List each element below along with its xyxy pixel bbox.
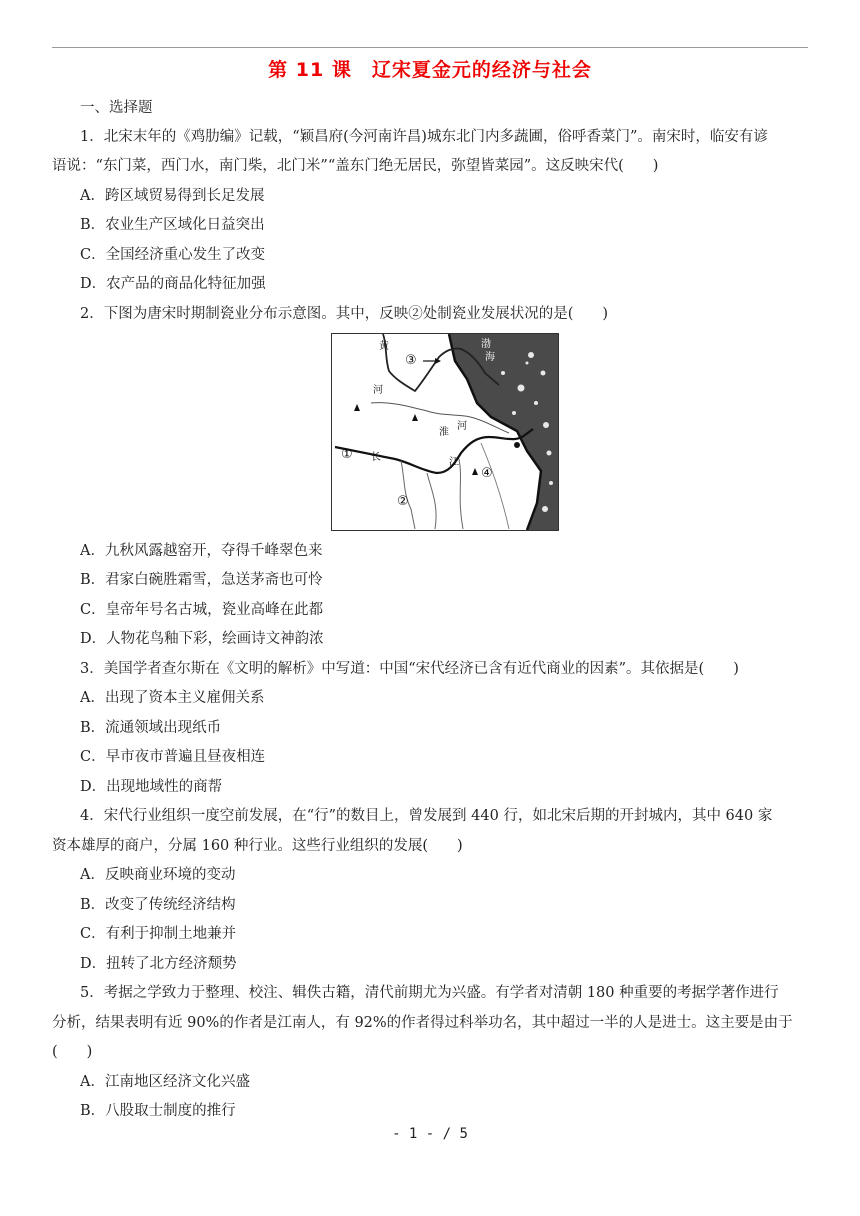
map-label-huang: 黄 — [379, 341, 389, 352]
q1-option-b: B．农业生产区域化日益突出 — [80, 217, 265, 233]
q4-option-b: B．改变了传统经济结构 — [80, 897, 236, 913]
q2-option-b: B．君家白碗胜霜雪，急送茅斋也可怜 — [80, 572, 323, 588]
q5-option-a: A．江南地区经济文化兴盛 — [80, 1074, 250, 1090]
q4-option-c: C．有利于抑制土地兼并 — [80, 926, 237, 942]
map-label-circle-3: ③ — [405, 353, 417, 368]
map-label-chang: 长 — [371, 452, 381, 463]
map-label-circle-1: ① — [341, 447, 353, 462]
q2-option-a: A．九秋风露越窑开，夺得千峰翠色来 — [80, 543, 323, 559]
map-label-jiang: 江 — [449, 457, 459, 468]
q3-option-c: C．早市夜市普遍且昼夜相连 — [80, 749, 266, 765]
map-label-huai: 淮 — [439, 427, 449, 438]
map-label-bo: 渤 — [481, 339, 491, 350]
question-1-line-1: 1．北宋末年的《鸡肋编》记载，“颖昌府(今河南许昌)城东北门内多蔬圃，俗呼香菜门”。南宋时，临安有谚 — [80, 129, 768, 145]
question-4-line-2: 资本雄厚的商户，分属 160 种行业。这些行业组织的发展( ) — [52, 838, 463, 854]
q3-option-b: B．流通领域出现纸币 — [80, 720, 222, 736]
map-label-circle-4: ④ — [481, 466, 493, 481]
map-label-hai: 海 — [485, 352, 495, 363]
question-5-line-3: ( ) — [52, 1044, 93, 1060]
q3-option-d: D．出现地域性的商帮 — [80, 779, 223, 795]
map-label-he-2: 河 — [457, 421, 467, 432]
q4-option-d: D．扭转了北方经济颓势 — [80, 956, 237, 972]
question-4-line-1: 4．宋代行业组织一度空前发展，在“行”的数目上，曾发展到 440 行，如北宋后期的开封城内，其中 640 家 — [80, 808, 773, 824]
question-5-line-1: 5．考据之学致力于整理、校注、辑佚古籍，清代前期尤为兴盛。有学者对清朝 180 种重要的考据学著作进行 — [80, 985, 779, 1001]
q1-option-d: D．农产品的商品化特征加强 — [80, 276, 266, 292]
q3-option-a: A．出现了资本主义雇佣关系 — [80, 690, 265, 706]
page-number: - 1 - / 5 — [392, 1126, 468, 1142]
question-3-line-1: 3．美国学者查尔斯在《文明的解析》中写道：中国“宋代经济已含有近代商业的因素”。其依据是( ) — [80, 661, 739, 677]
section-heading: 一、选择题 — [80, 100, 153, 116]
q2-option-c: C．皇帝年号名古城，瓷业高峰在此都 — [80, 602, 324, 618]
q2-option-d: D．人物花鸟釉下彩，绘画诗文神韵浓 — [80, 631, 324, 647]
question-2-line-1: 2．下图为唐宋时期制瓷业分布示意图。其中，反映②处制瓷业发展状况的是( ) — [80, 306, 609, 322]
question-1-line-2: 语说：“东门菜，西门水，南门柴，北门米”“盖东门绝无居民，弥望皆菜园”。这反映宋代( ) — [52, 158, 659, 174]
question-5-line-2: 分析，结果表明有近 90%的作者是江南人，有 92%的作者得过科举功名，其中超过一半的人是进士。这主要是由于 — [52, 1015, 793, 1031]
q4-option-a: A．反映商业环境的变动 — [80, 867, 236, 883]
header-rule — [52, 47, 808, 48]
page-title: 第 11 课 辽宋夏金元的经济与社会 — [268, 59, 592, 81]
porcelain-distribution-map — [331, 333, 559, 531]
map-label-he: 河 — [373, 385, 383, 396]
map-label-circle-2: ② — [397, 494, 409, 509]
q1-option-c: C．全国经济重心发生了改变 — [80, 247, 266, 263]
q1-option-a: A．跨区域贸易得到长足发展 — [80, 188, 265, 204]
q5-option-b: B．八股取士制度的推行 — [80, 1103, 236, 1119]
